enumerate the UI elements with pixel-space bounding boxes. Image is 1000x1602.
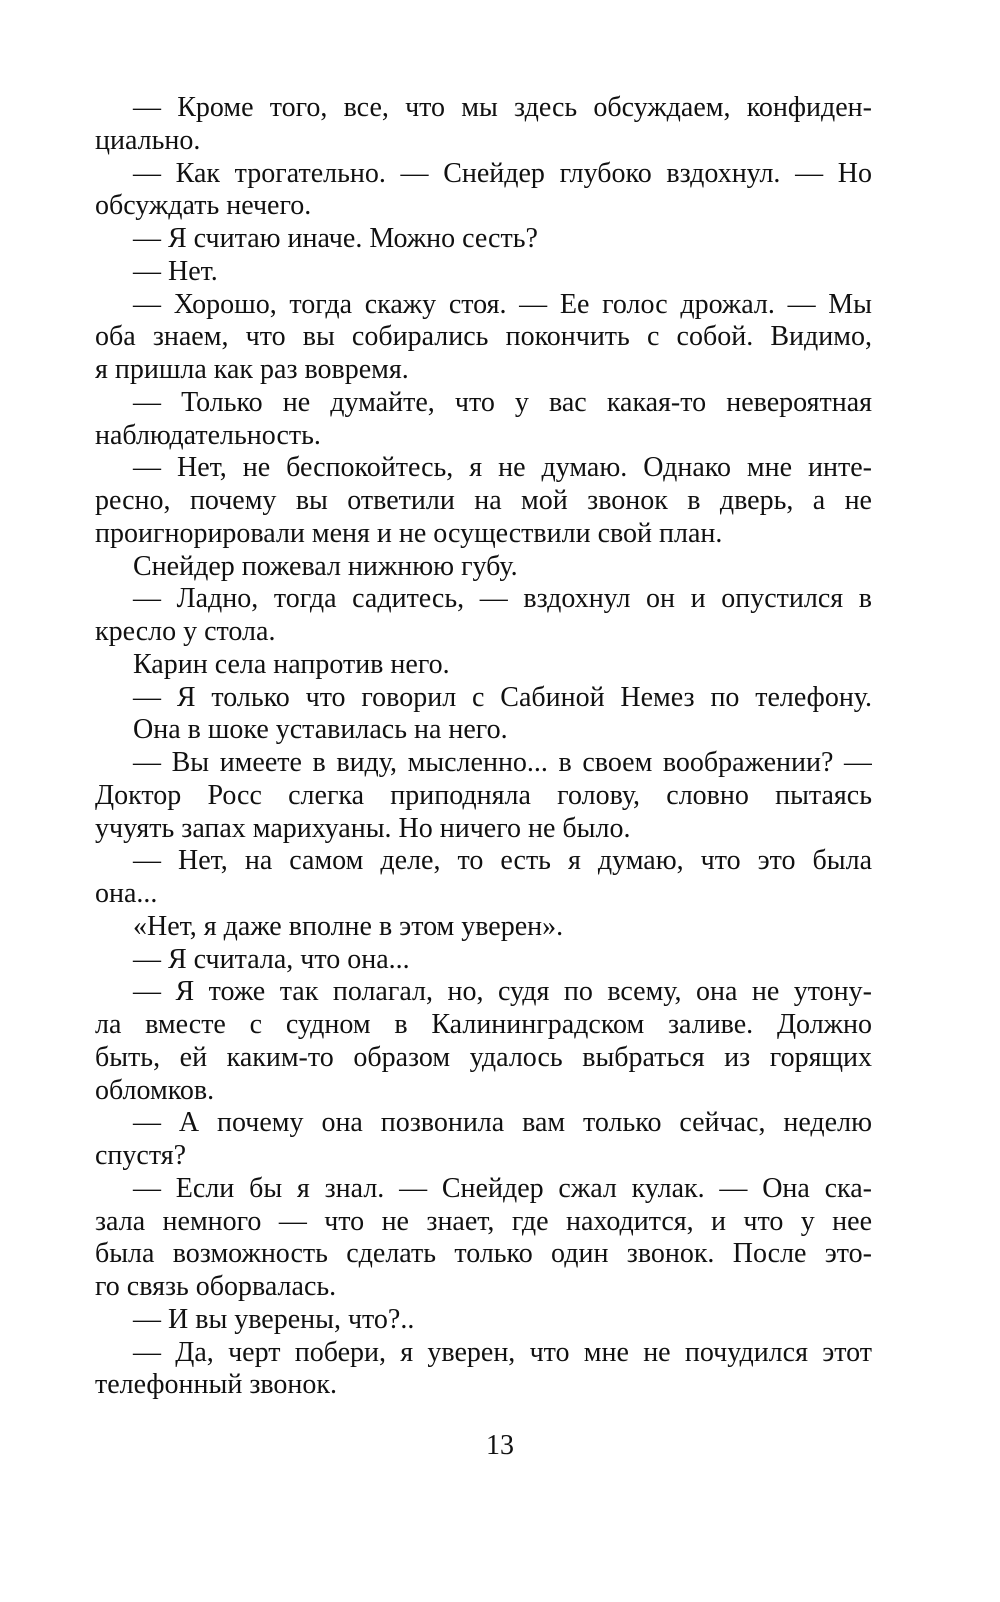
- text-line: — Я тоже так полагал, но, судя по всему, она не утону-: [133, 976, 872, 1008]
- text-line: спустя?: [95, 1140, 187, 1171]
- text-line: зала немного — что не знает, где находится, и что у нее: [95, 1205, 872, 1237]
- text-line: — Если бы я знал. — Снейдер сжал кулак. — Она ска-: [133, 1172, 872, 1204]
- text-line: — Я считаю иначе. Можно сесть?: [133, 223, 538, 254]
- text-line: Снейдер пожевал нижнюю губу.: [133, 550, 518, 582]
- text-line: Доктор Росс слегка приподняла голову, словно пытаясь: [95, 779, 872, 811]
- text-line: циально.: [95, 124, 201, 156]
- text-line: — Только не думайте, что у вас какая-то невероятная: [133, 386, 872, 418]
- text-line: го связь оборвалась.: [95, 1271, 337, 1302]
- text-line: — Хорошо, тогда скажу стоя. — Ее голос дрожал. — Мы: [133, 288, 872, 320]
- text-line: быть, ей каким-то образом удалось выбраться из горящих: [95, 1041, 872, 1073]
- text-line: — Нет, не беспокойтесь, я не думаю. Однако мне инте-: [133, 452, 872, 484]
- text-line: — Да, черт побери, я уверен, что мне не почудился этот: [133, 1336, 872, 1368]
- text-line: — Ладно, тогда садитесь, — вздохнул он и опустился в: [133, 583, 872, 615]
- text-line: оба знаем, что вы собирались покончить с собой. Видимо,: [95, 321, 872, 353]
- text-line: была возможность сделать только один звонок. После это-: [95, 1238, 872, 1270]
- text-line: — Нет, на самом деле, то есть я думаю, что это была: [133, 845, 872, 877]
- text-line: — Как трогательно. — Снейдер глубоко вздохнул. — Но: [133, 157, 872, 189]
- text-line: — А почему она позвонила вам только сейчас, неделю: [133, 1107, 872, 1139]
- text-line: Она в шоке уставилась на него.: [133, 714, 508, 746]
- text-line: обломков.: [95, 1074, 215, 1106]
- text-line: она...: [95, 878, 158, 909]
- text-line: ресно, почему вы ответили на мой звонок в дверь, а не: [95, 485, 872, 516]
- text-line: кресло у стола.: [95, 616, 276, 647]
- page-number: 13: [486, 1430, 514, 1461]
- text-line: я пришла как раз вовремя.: [95, 354, 409, 385]
- text-line: — Нет.: [133, 255, 218, 287]
- text-line: — Кроме того, все, что мы здесь обсуждаем, конфиден-: [133, 92, 872, 123]
- text-line: проигнорировали меня и не осуществили свой план.: [95, 517, 723, 549]
- text-line: — Я только что говорил с Сабиной Немез по телефону.: [133, 681, 872, 713]
- body-text: [95, 92, 872, 1402]
- text-line: ла вместе с судном в Калининградском заливе. Должно: [95, 1009, 872, 1040]
- text-line: Карин села напротив него.: [133, 648, 450, 680]
- text-line: наблюдательность.: [95, 419, 321, 451]
- text-line: — Вы имеете в виду, мысленно... в своем воображении? —: [133, 747, 872, 778]
- text-line: телефонный звонок.: [95, 1369, 337, 1401]
- text-line: — И вы уверены, что?..: [133, 1303, 415, 1335]
- text-line: — Я считала, что она...: [133, 943, 410, 975]
- text-line: учуять запах марихуаны. Но ничего не было.: [95, 812, 631, 844]
- text-line: обсуждать нечего.: [95, 190, 312, 222]
- text-line: «Нет, я даже вполне в этом уверен».: [133, 910, 564, 942]
